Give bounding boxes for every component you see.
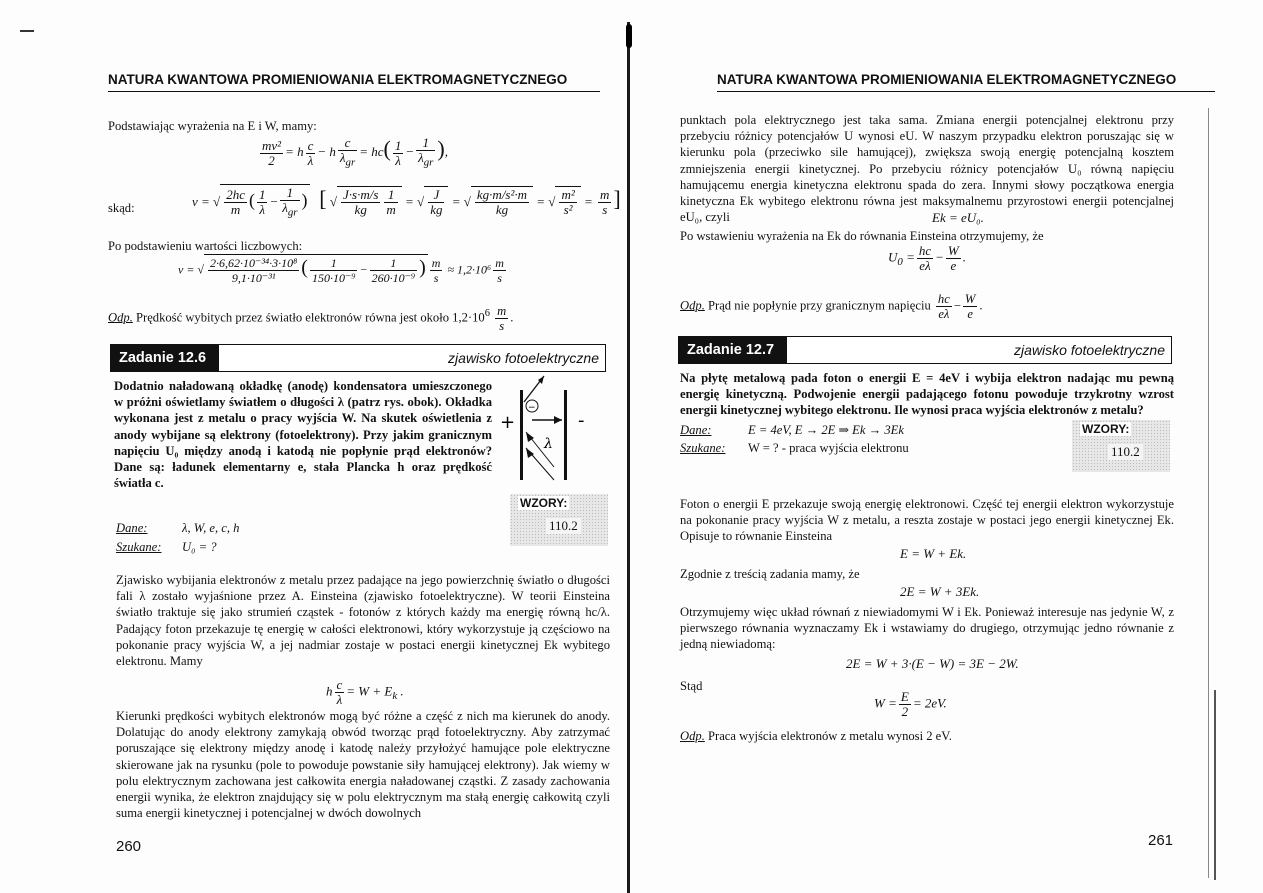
szukane-value-r: W = ? - praca wyjścia elektronu [748, 441, 909, 455]
right-page [632, 0, 1263, 893]
task-statement: Dodatnio naładowaną okładkę (anodę) kondensatora umieszczonego w próżni oświetlamy światłem o długości λ (patrz rys. obok). Okładka wykonana jest z metalu o pracy wyjścia W. Na skutek oświetlenia z anody wybijane są elektrony (fotoelektrony). Przy jakim granicznym napięciu U₀ między anodą i katodą nie popłynie prąd elektronów? Dane są: ładunek elementarny e, stała Plancka h oraz prędkość światła c. [114, 379, 492, 491]
dane-value-r: E = 4eV, E → 2E ⇒ Ek → 3Ek [748, 423, 904, 437]
task-label-r: Zadanie 12.7 [679, 337, 787, 363]
field-arrowhead-2 [554, 416, 562, 424]
odp2-text: Praca wyjścia elektronów z metalu wynosi 2 eV. [708, 729, 952, 743]
capacitor-plate-left [520, 390, 523, 480]
dane-label: Dane: [116, 521, 148, 535]
capacitor-diagram [492, 372, 602, 492]
paragraph-r3: Foton o energii E przekazuje swoją energię elektronowi. Część tej energii elektron wykorzystuje na pokonanie pracy wyjścia W z metalu, a reszta zostaje w postaci jego energii kinetycznej Ek. Opisuje to równanie Einsteina [680, 497, 1174, 544]
odp-answer-right-2 [680, 728, 1174, 744]
intro-text: Podstawiając wyrażenia na E i W, mamy: [108, 119, 317, 133]
wzory-box-left [510, 494, 608, 546]
paragraph-r4: Zgodnie z treścią zadania mamy, że [680, 567, 860, 581]
stad-label: Stąd [680, 679, 703, 693]
paragraph-r2: Po wstawieniu wyrażenia na Ek do równania Einsteina otrzymujemy, że [680, 229, 1044, 243]
odp-text-right: Prąd nie popłynie przy granicznym napięciu [708, 298, 931, 313]
page-number-left: 260 [116, 838, 142, 855]
task-topic: zjawisko fotoelektryczne [448, 350, 599, 366]
wzory-value-r: 110.2 [1108, 444, 1143, 460]
task-statement-r: Na płytę metalową pada foton o energii E = 4eV i wybija elektron nadając mu pewną energię kinetyczną. Podwojenie energii padającego fotonu powoduje trzykrotny wzrost energii kinetycznej wybitego elektronu. Ile wynosi praca wyjścia elektronów z metalu? [680, 371, 1174, 418]
equation-ek-eu0: Ek = eU₀. [932, 210, 984, 225]
po-podstawieniu-text: Po podstawieniu wartości liczbowych: [108, 239, 303, 253]
equation-u0: $U_0$ = $\frac{hc}{e\lambda}$ − $\frac{W}{e}$ . [888, 243, 966, 273]
odp-label: Odp. [108, 310, 133, 325]
odp-unit-n: m [497, 304, 507, 318]
paragraph-1: Zjawisko wybijania elektronów z metalu przez padające na jego powierzchnię światło o długości fali λ zostało wyjaśnione przez A. Einsteina (zjawisko fotoelektryczne). W teorii Einsteina światło traktuje się jako strumień cząstek - fotonów z których każdy ma energię równą hc/λ. Padający foton przekazuje tę energię w całości elektronowi, który wykorzystuje ją częściowo na pokonanie pracy wyjścia W, a jej nadmiar zostaje w postaci energii kinetycznej Ek wybitego elektronu. Mamy [116, 573, 610, 669]
odp-unit-d: s [499, 319, 505, 333]
dane-value: λ, W, e, c, h [182, 521, 240, 535]
paragraph-r1: punktach pola elektrycznego jest taka sama. Zmiana energii potencjalnej elektronu przy przebyciu różnicy potencjałów U wynosi eU. W naszym przypadku elektron poruszając się w kierunku pola (przeciwko sile hamującej), zwiększa swoją energię potencjalną kosztem zmniejszenia energii kinetycznej. Po przebyciu różnicy potencjałów U₀ równą napięciu hamującemu energia kinetyczna elektronu spada do zera. Innymi słowy początkowa energia kinetyczna Ek wybitego elektronu równa jest maksymalnemu przyrostowi energii potencjalnej eU₀, czyli [680, 113, 1174, 225]
minus-sign: - [578, 410, 585, 431]
task-label: Zadanie 12.6 [111, 345, 219, 371]
wzory-label: WZORY: [520, 496, 568, 510]
szukane-label-r: Szukane: [680, 441, 726, 455]
wzory-label-r: WZORY: [1082, 422, 1130, 436]
equation-r3: 2E = W + 3Ek. [900, 584, 980, 599]
equation-r2: E = W + Ek. [900, 546, 967, 561]
equation-einstein: h $\frac{c}{\lambda}$ = $W + E_k$ . [326, 677, 404, 707]
szukane-label: Szukane: [116, 540, 162, 554]
task-banner-12-7 [678, 336, 1172, 364]
odp-text: Prędkość wybitych przez światło elektronów równa jest około 1,2·10 [136, 310, 485, 325]
task-banner-12-6 [110, 344, 606, 372]
running-header-left: NATURA KWANTOWA PROMIENIOWANIA ELEKTROMAGNETYCZNEGO [108, 72, 600, 92]
equation-velocity: v = √ $\frac{2hc}{m}$ ( $\frac{1}{\lambda}$ − $\frac{1}{\lambda_{gr}}$ ) [ √ $\frac{J\cdot s\cdot m/s}{kg}$ $\frac{1}{m}$ = √ $\frac{J}{kg}$ = √ $\frac{\text{kg·m/s²·m}}{kg}$ = √ $\frac{\text{m²}}{\text{s²}}$ = $\frac{m}{s}$ ] [192, 185, 621, 219]
paragraph-r5: Otrzymujemy więc układ równań z niewiadomymi W i Ek. Ponieważ interesuje nas jedynie W, z pierwszego równania wyznaczamy Ek i wstawiamy do drugiego, otrzymując jedno równanie z jedną niewiadomą: [680, 605, 1174, 652]
odp-answer-right: Odp. Prąd nie popłynie przy granicznym napięciu $\frac{hc}{e\lambda}$ − $\frac{W}{e}$ . [680, 292, 983, 321]
odp-label-right: Odp. [680, 298, 705, 313]
paragraph-2: Kierunki prędkości wybitych elektronów mogą być różne a część z nich ma kierunek do anody. Dolatując do anody elektrony zamykają obwód tworząc prąd fotoelektryczny. Aby zatrzymać poruszające się elektrony między anodę i katodę należy przyłożyć hamujące pole elektryczne skierowane jak na rysunku (pole to powoduje powstanie siły hamującej elektrony). Jak wiemy w polu elektrycznym zachowana jest całkowita energia naładowanej cząstki. Z zasady zachowania energii wynika, że elektron znajdujący się w polu elektrycznym ma stałą energię całkowitą czyli suma energii kinetycznej i potencjalnej w dwóch dowolnych [116, 709, 610, 821]
page-number-right: 261 [1148, 832, 1174, 849]
equation-energy: $\frac{\text{mv²}}{2}$ = h $\frac{c}{\lambda}$ − h $\frac{c}{\lambda_{gr}}$ = hc( $\frac{1}{\lambda}$ − $\frac{1}{\lambda_{gr}}$ ), [262, 135, 448, 169]
wzory-box-right [1072, 420, 1170, 472]
equation-w: W = $\frac{E}{2}$ = 2eV. [874, 689, 947, 719]
equation-numeric: v = √ $\frac{\text{2·6,62·10⁻³⁴·3·10⁸}}{\text{9,1·10⁻³¹}}$ ( $\frac{1}{\text{150·10⁻⁹}}$ − $\frac{1}{\text{260·10⁻⁹}}$ ) $\frac{m}{s}$ ≈ 1,2·10⁶ $\frac{m}{s}$ [178, 256, 504, 285]
left-page [0, 0, 630, 893]
odp-answer-left: Odp. Prędkość wybitych przez światło elektronów równa jest około $1,2\cdot 10^6$ $\frac{m}{s}$ . [108, 304, 514, 333]
lambda-label: λ [544, 436, 553, 452]
wzory-value: 110.2 [546, 518, 581, 534]
equation-r4: 2E = W + 3·(E − W) = 3E − 2W. [846, 656, 1019, 671]
running-header-right: NATURA KWANTOWA PROMIENIOWANIA ELEKTROMAGNETYCZNEGO [717, 72, 1215, 92]
capacitor-plate-right [564, 390, 567, 480]
task-topic-r: zjawisko fotoelektryczne [1014, 342, 1165, 358]
odp-exponent: 6 [484, 308, 490, 320]
dane-label-r: Dane: [680, 423, 712, 437]
odp2-label: Odp. [680, 729, 705, 743]
skad-label: skąd: [108, 201, 135, 215]
szukane-value: U₀ = ? [182, 540, 217, 554]
svg-text:−: − [528, 403, 536, 413]
plus-sign: + [500, 412, 516, 433]
